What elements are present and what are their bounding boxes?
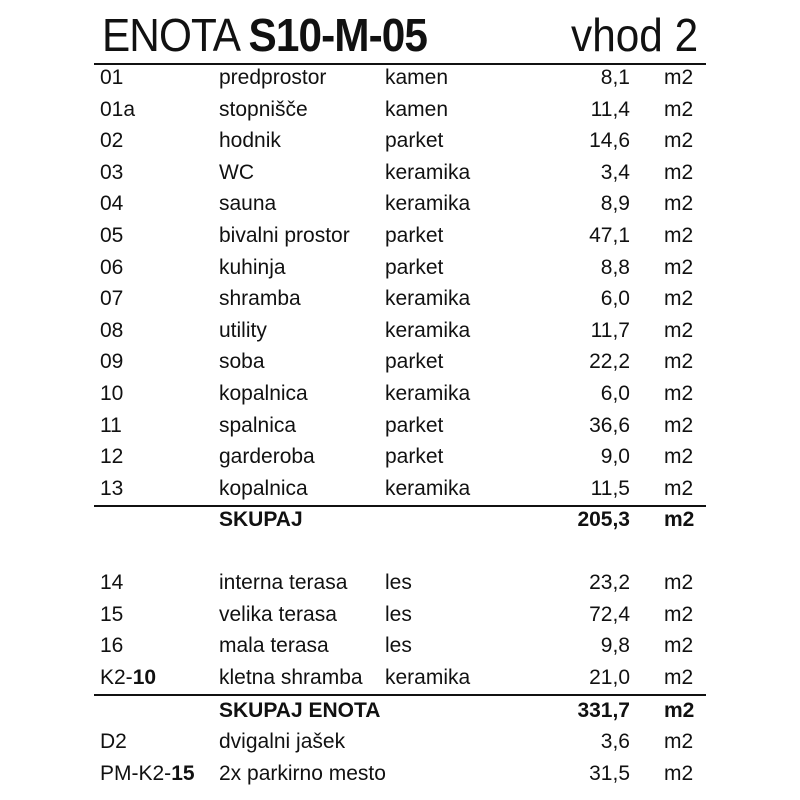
area-unit: m2 bbox=[664, 287, 694, 311]
extra-row bbox=[0, 727, 800, 757]
room-row bbox=[0, 158, 800, 188]
room-name: stopnišče bbox=[219, 97, 308, 121]
room-area: 23,2 bbox=[589, 571, 630, 594]
room-area: 3,4 bbox=[600, 160, 630, 184]
room-material: parket bbox=[385, 224, 444, 247]
unit-prefix: ENOTA bbox=[102, 9, 238, 61]
room-material: keramika bbox=[385, 287, 471, 311]
room-area: 21,0 bbox=[589, 665, 630, 689]
room-number: 15 bbox=[100, 602, 124, 626]
room-name: garderoba bbox=[219, 445, 315, 469]
room-area: 205,3 bbox=[577, 508, 630, 531]
room-number: 01a bbox=[100, 97, 136, 121]
room-number: 10 bbox=[100, 382, 124, 405]
room-row bbox=[0, 347, 800, 377]
area-unit: m2 bbox=[664, 761, 694, 785]
room-area: 11,4 bbox=[590, 97, 630, 121]
area-unit: m2 bbox=[664, 192, 694, 216]
room-name: utility bbox=[219, 318, 267, 342]
room-name: kletna shramba bbox=[219, 665, 363, 689]
room-row bbox=[0, 474, 800, 504]
room-row bbox=[0, 221, 800, 251]
room-material: keramika bbox=[385, 476, 471, 500]
area-unit: m2 bbox=[664, 66, 694, 89]
room-area: 3,6 bbox=[600, 730, 630, 753]
room-material: keramika bbox=[385, 192, 471, 216]
room-area: 11,7 bbox=[590, 318, 630, 342]
room-area: 8,8 bbox=[600, 255, 630, 279]
area-unit: m2 bbox=[664, 224, 694, 247]
room-number: 08 bbox=[100, 318, 124, 342]
room-name: predprostor bbox=[219, 66, 327, 89]
room-name: SKUPAJ ENOTA bbox=[219, 699, 381, 722]
room-row bbox=[0, 316, 800, 346]
area-unit: m2 bbox=[664, 508, 695, 531]
room-name: bivalni prostor bbox=[219, 224, 350, 247]
room-material: les bbox=[385, 571, 412, 594]
room-name: 2x parkirno mesto bbox=[219, 761, 386, 785]
area-unit: m2 bbox=[664, 160, 694, 184]
room-area: 9,8 bbox=[600, 634, 630, 658]
room-area: 6,0 bbox=[600, 382, 630, 405]
room-row bbox=[0, 379, 800, 409]
room-area: 14,6 bbox=[589, 129, 630, 153]
outdoor-row bbox=[0, 631, 800, 661]
area-unit: m2 bbox=[664, 730, 694, 753]
room-material: parket bbox=[385, 445, 444, 469]
room-number: 13 bbox=[100, 476, 124, 500]
room-number: 16 bbox=[100, 634, 124, 658]
room-number-prefix: K2- bbox=[100, 665, 133, 689]
area-unit: m2 bbox=[664, 665, 694, 689]
room-name: WC bbox=[219, 160, 254, 184]
room-row bbox=[0, 253, 800, 283]
room-number bbox=[100, 759, 195, 789]
room-area: 22,2 bbox=[589, 350, 630, 374]
room-row bbox=[0, 63, 800, 93]
room-material: parket bbox=[385, 413, 444, 437]
area-unit: m2 bbox=[664, 476, 694, 500]
entrance-label: vhod 2 bbox=[570, 9, 698, 61]
room-name: sauna bbox=[219, 192, 277, 216]
room-number: 04 bbox=[100, 192, 124, 216]
room-number: 03 bbox=[100, 160, 124, 184]
room-row bbox=[0, 95, 800, 125]
area-unit: m2 bbox=[664, 602, 694, 626]
room-material: parket bbox=[385, 350, 444, 374]
room-name: hodnik bbox=[219, 129, 281, 153]
room-row bbox=[0, 411, 800, 441]
outdoor-row bbox=[0, 568, 800, 598]
room-number: 01 bbox=[100, 66, 124, 89]
room-row bbox=[0, 284, 800, 314]
room-row bbox=[0, 189, 800, 219]
room-material: kamen bbox=[385, 66, 449, 89]
room-material: keramika bbox=[385, 382, 471, 405]
area-unit: m2 bbox=[664, 445, 694, 469]
room-number: 11 bbox=[100, 413, 122, 437]
room-number: D2 bbox=[100, 730, 127, 753]
room-area: 331,7 bbox=[577, 699, 630, 722]
room-name: mala terasa bbox=[219, 634, 329, 658]
room-area: 31,5 bbox=[589, 761, 630, 785]
room-number-prefix: PM-K2- bbox=[100, 761, 172, 785]
area-unit: m2 bbox=[664, 129, 694, 153]
room-material: les bbox=[385, 634, 412, 658]
total-row bbox=[0, 696, 800, 726]
room-number: 14 bbox=[100, 571, 124, 594]
area-unit: m2 bbox=[664, 350, 694, 374]
room-material: keramika bbox=[385, 665, 471, 689]
room-name: kopalnica bbox=[219, 476, 308, 500]
room-material: parket bbox=[385, 129, 444, 153]
area-unit: m2 bbox=[664, 634, 694, 658]
area-unit: m2 bbox=[664, 318, 694, 342]
room-row bbox=[0, 126, 800, 156]
subtotal-row bbox=[0, 505, 800, 535]
room-area: 8,9 bbox=[600, 192, 630, 216]
room-number: 02 bbox=[100, 129, 124, 153]
room-number: 07 bbox=[100, 287, 124, 311]
room-number bbox=[100, 663, 156, 693]
extra-row bbox=[0, 759, 800, 789]
room-name: kuhinja bbox=[219, 255, 286, 279]
room-row bbox=[0, 442, 800, 472]
room-area: 36,6 bbox=[589, 413, 630, 437]
room-number: 06 bbox=[100, 255, 124, 279]
area-unit: m2 bbox=[664, 413, 694, 437]
room-material: parket bbox=[385, 255, 444, 279]
area-unit: m2 bbox=[664, 97, 694, 121]
room-name: spalnica bbox=[219, 413, 297, 437]
outdoor-row bbox=[0, 663, 800, 693]
area-unit: m2 bbox=[664, 255, 694, 279]
unit-title bbox=[102, 8, 427, 62]
room-area: 72,4 bbox=[589, 602, 630, 626]
room-material: keramika bbox=[385, 318, 471, 342]
unit-header bbox=[98, 8, 698, 64]
room-name: soba bbox=[219, 350, 265, 374]
room-area: 47,1 bbox=[589, 224, 630, 247]
room-number-bold: 15 bbox=[171, 761, 195, 785]
area-unit: m2 bbox=[664, 571, 694, 594]
room-number-bold: 10 bbox=[132, 665, 157, 689]
room-number: 05 bbox=[100, 224, 124, 247]
room-material: les bbox=[385, 602, 412, 626]
room-number: 09 bbox=[100, 350, 124, 374]
unit-code: S10-M-05 bbox=[248, 9, 428, 61]
room-name: shramba bbox=[219, 287, 301, 311]
room-area: 11,5 bbox=[590, 476, 630, 500]
room-name: kopalnica bbox=[219, 382, 308, 405]
room-material: keramika bbox=[385, 160, 471, 184]
room-name: dvigalni jašek bbox=[219, 730, 346, 753]
room-area: 8,1 bbox=[600, 66, 630, 89]
room-material: kamen bbox=[385, 97, 449, 121]
room-name: interna terasa bbox=[219, 571, 348, 594]
area-unit: m2 bbox=[664, 699, 695, 722]
room-number: 12 bbox=[100, 445, 124, 469]
room-name: SKUPAJ bbox=[219, 508, 303, 531]
room-area: 6,0 bbox=[600, 287, 630, 311]
outdoor-row bbox=[0, 600, 800, 630]
area-unit: m2 bbox=[664, 382, 694, 405]
room-area: 9,0 bbox=[600, 445, 630, 469]
room-name: velika terasa bbox=[219, 602, 337, 626]
